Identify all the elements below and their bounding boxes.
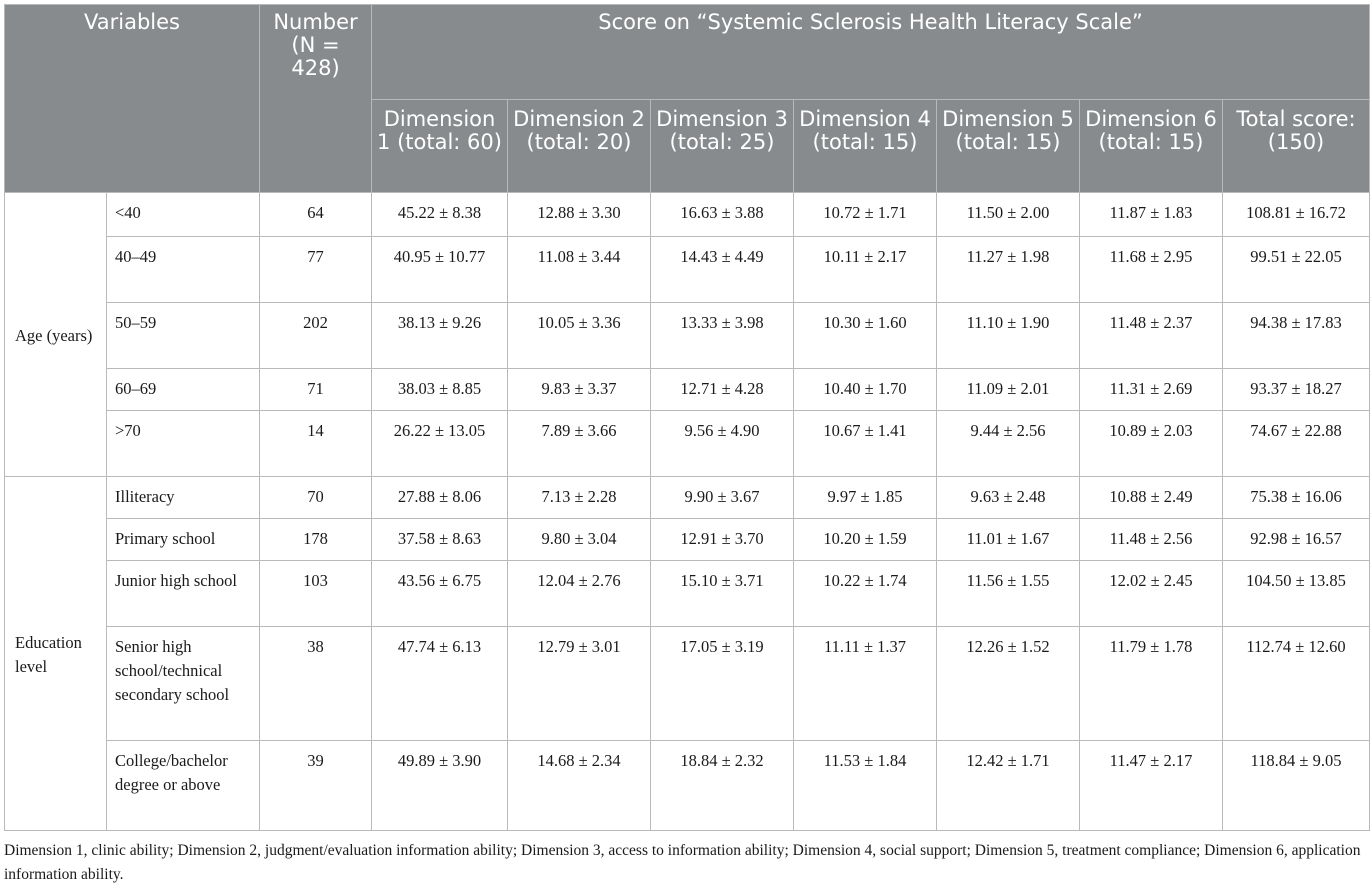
dimension-6-cell: 11.47 ± 2.17	[1080, 741, 1223, 831]
dimension-4-cell: 10.72 ± 1.71	[794, 193, 937, 237]
row-label: Junior high school	[107, 561, 260, 627]
header-number: Number (N = 428)	[260, 5, 372, 193]
dimension-1-cell: 37.58 ± 8.63	[372, 519, 508, 561]
table-row	[5, 369, 1370, 411]
table-row	[5, 627, 1370, 741]
header-dimension-2: Dimension 2 (total: 20)	[508, 100, 651, 193]
dimension-5-cell: 11.01 ± 1.67	[937, 519, 1080, 561]
row-number: 64	[260, 193, 372, 237]
dimension-1-cell: 45.22 ± 8.38	[372, 193, 508, 237]
dimension-4-cell: 11.11 ± 1.37	[794, 627, 937, 741]
dimension-3-cell: 12.71 ± 4.28	[651, 369, 794, 411]
dimension-6-cell: 11.79 ± 1.78	[1080, 627, 1223, 741]
health-literacy-table	[4, 4, 1370, 831]
table-row	[5, 411, 1370, 477]
dimension-6-cell: 10.89 ± 2.03	[1080, 411, 1223, 477]
dimension-3-cell: 14.43 ± 4.49	[651, 237, 794, 303]
table-container	[4, 4, 1368, 831]
dimension-5-cell: 9.44 ± 2.56	[937, 411, 1080, 477]
row-label: Illiteracy	[107, 477, 260, 519]
dimension-1-cell: 40.95 ± 10.77	[372, 237, 508, 303]
table-row	[5, 519, 1370, 561]
dimension-2-cell: 9.80 ± 3.04	[508, 519, 651, 561]
row-number: 103	[260, 561, 372, 627]
header-dimension-5: Dimension 5 (total: 15)	[937, 100, 1080, 193]
dimension-3-cell: 17.05 ± 3.19	[651, 627, 794, 741]
row-number: 77	[260, 237, 372, 303]
total-score-cell: 99.51 ± 22.05	[1223, 237, 1370, 303]
dimension-3-cell: 18.84 ± 2.32	[651, 741, 794, 831]
dimension-6-cell: 11.87 ± 1.83	[1080, 193, 1223, 237]
dimension-1-cell: 47.74 ± 6.13	[372, 627, 508, 741]
table-row	[5, 741, 1370, 831]
dimension-1-cell: 26.22 ± 13.05	[372, 411, 508, 477]
dimension-5-cell: 11.56 ± 1.55	[937, 561, 1080, 627]
total-score-cell: 108.81 ± 16.72	[1223, 193, 1370, 237]
dimension-6-cell: 10.88 ± 2.49	[1080, 477, 1223, 519]
dimension-2-cell: 14.68 ± 2.34	[508, 741, 651, 831]
dimension-5-cell: 9.63 ± 2.48	[937, 477, 1080, 519]
dimension-6-cell: 11.68 ± 2.95	[1080, 237, 1223, 303]
dimension-5-cell: 11.10 ± 1.90	[937, 303, 1080, 369]
header-dimension-6: Dimension 6 (total: 15)	[1080, 100, 1223, 193]
group-label: Education level	[5, 477, 107, 831]
dimension-3-cell: 9.56 ± 4.90	[651, 411, 794, 477]
total-score-cell: 75.38 ± 16.06	[1223, 477, 1370, 519]
row-label: >70	[107, 411, 260, 477]
dimension-3-cell: 9.90 ± 3.67	[651, 477, 794, 519]
dimension-2-cell: 7.13 ± 2.28	[508, 477, 651, 519]
row-number: 14	[260, 411, 372, 477]
total-score-cell: 92.98 ± 16.57	[1223, 519, 1370, 561]
dimension-6-cell: 11.48 ± 2.37	[1080, 303, 1223, 369]
dimension-2-cell: 9.83 ± 3.37	[508, 369, 651, 411]
table-header	[5, 5, 1370, 193]
row-number: 178	[260, 519, 372, 561]
dimension-5-cell: 11.09 ± 2.01	[937, 369, 1080, 411]
table-body	[5, 193, 1370, 831]
row-number: 71	[260, 369, 372, 411]
dimension-2-cell: 12.88 ± 3.30	[508, 193, 651, 237]
row-label: 50–59	[107, 303, 260, 369]
dimension-4-cell: 10.40 ± 1.70	[794, 369, 937, 411]
table-row	[5, 193, 1370, 237]
group-label: Age (years)	[5, 193, 107, 477]
dimension-6-cell: 12.02 ± 2.45	[1080, 561, 1223, 627]
row-number: 38	[260, 627, 372, 741]
dimension-5-cell: 11.27 ± 1.98	[937, 237, 1080, 303]
row-number: 70	[260, 477, 372, 519]
row-number: 202	[260, 303, 372, 369]
dimension-3-cell: 12.91 ± 3.70	[651, 519, 794, 561]
row-label: <40	[107, 193, 260, 237]
dimension-1-cell: 38.13 ± 9.26	[372, 303, 508, 369]
dimension-2-cell: 7.89 ± 3.66	[508, 411, 651, 477]
dimension-4-cell: 11.53 ± 1.84	[794, 741, 937, 831]
row-label: Primary school	[107, 519, 260, 561]
total-score-cell: 74.67 ± 22.88	[1223, 411, 1370, 477]
total-score-cell: 94.38 ± 17.83	[1223, 303, 1370, 369]
dimension-2-cell: 12.79 ± 3.01	[508, 627, 651, 741]
dimension-3-cell: 15.10 ± 3.71	[651, 561, 794, 627]
dimension-5-cell: 11.50 ± 2.00	[937, 193, 1080, 237]
dimension-5-cell: 12.42 ± 1.71	[937, 741, 1080, 831]
dimension-3-cell: 13.33 ± 3.98	[651, 303, 794, 369]
dimension-1-cell: 49.89 ± 3.90	[372, 741, 508, 831]
dimension-1-cell: 38.03 ± 8.85	[372, 369, 508, 411]
total-score-cell: 112.74 ± 12.60	[1223, 627, 1370, 741]
table-row	[5, 477, 1370, 519]
row-label: Senior high school/technical secondary school	[107, 627, 260, 741]
dimension-4-cell: 9.97 ± 1.85	[794, 477, 937, 519]
row-label: College/bachelor degree or above	[107, 741, 260, 831]
dimension-5-cell: 12.26 ± 1.52	[937, 627, 1080, 741]
dimension-2-cell: 10.05 ± 3.36	[508, 303, 651, 369]
dimension-4-cell: 10.22 ± 1.74	[794, 561, 937, 627]
header-variables: Variables	[5, 5, 260, 193]
row-label: 40–49	[107, 237, 260, 303]
dimension-4-cell: 10.67 ± 1.41	[794, 411, 937, 477]
header-dimension-4: Dimension 4 (total: 15)	[794, 100, 937, 193]
dimension-3-cell: 16.63 ± 3.88	[651, 193, 794, 237]
dimension-1-cell: 27.88 ± 8.06	[372, 477, 508, 519]
row-label: 60–69	[107, 369, 260, 411]
dimension-4-cell: 10.11 ± 2.17	[794, 237, 937, 303]
row-number: 39	[260, 741, 372, 831]
dimension-2-cell: 12.04 ± 2.76	[508, 561, 651, 627]
table-footnote: Dimension 1, clinic ability; Dimension 2, judgment/evaluation information ability; Dimension 3, access to information ability; Dimension 4, social support; Dimension 5, treatment compliance; Dimension 6, application information ability.	[4, 842, 1361, 883]
dimension-6-cell: 11.31 ± 2.69	[1080, 369, 1223, 411]
dimension-1-cell: 43.56 ± 6.75	[372, 561, 508, 627]
total-score-cell: 93.37 ± 18.27	[1223, 369, 1370, 411]
header-score: Score on “Systemic Sclerosis Health Literacy Scale”	[372, 5, 1370, 100]
header-dimension-3: Dimension 3 (total: 25)	[651, 100, 794, 193]
dimension-4-cell: 10.30 ± 1.60	[794, 303, 937, 369]
dimension-4-cell: 10.20 ± 1.59	[794, 519, 937, 561]
table-row	[5, 303, 1370, 369]
header-dimension-1: Dimension 1 (total: 60)	[372, 100, 508, 193]
table-row	[5, 237, 1370, 303]
dimension-6-cell: 11.48 ± 2.56	[1080, 519, 1223, 561]
table-row	[5, 561, 1370, 627]
dimension-2-cell: 11.08 ± 3.44	[508, 237, 651, 303]
total-score-cell: 118.84 ± 9.05	[1223, 741, 1370, 831]
total-score-cell: 104.50 ± 13.85	[1223, 561, 1370, 627]
header-total-score: Total score: (150)	[1223, 100, 1370, 193]
